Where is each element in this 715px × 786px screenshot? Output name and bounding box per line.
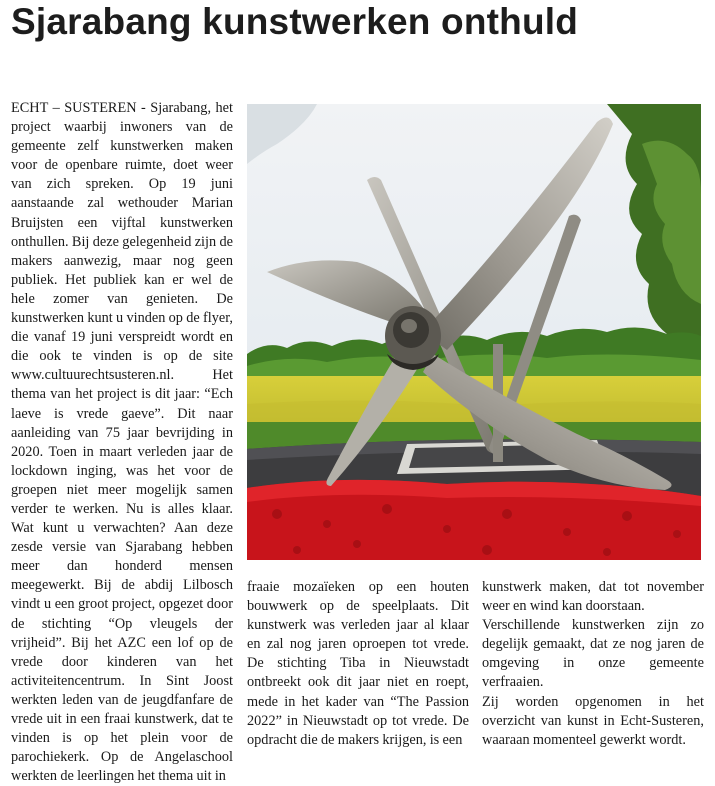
article-headline: Sjarabang kunstwerken onthuld [11,1,579,42]
article-column-3-paragraph-2: Verschillende kunstwerken zijn zo degelijk gemaakt, dat ze nog jaren de omgeving in onze gemeente verfraaien. [482,617,704,691]
article-column-3-paragraph-1: kunstwerk maken, dat tot november weer en wind kan doorstaan. [482,579,704,615]
article-photo-propeller-sculpture [247,104,701,560]
article-column-3-paragraph-3: Zij worden opgenomen in het overzicht van kunst in Echt-Susteren, waaraan momenteel gewerkt wordt. [482,693,704,748]
article-column-1 [11,99,233,785]
article-column-3 [482,578,704,761]
article-column-2-text: fraaie mozaïeken op een houten bouwwerk op de speelplaats. Dit kunstwerk was verleden jaar al klaar en zal nog jaren oproepen tot vrede. De stichting Tiba in Nieuwstadt ontbreekt ook dit jaar niet en roept, mede in het kader van “The Passion 2022” in Nieuwstadt op tot vrede. De opdracht die de makers krijgen, is een [247,579,469,748]
article-column-1-text: ECHT – SUSTEREN - Sjarabang, het project waarbij inwoners van de gemeente zelf kunstwerken maken voor de openbare ruimte, doet weer van zich spreken. Op 19 juni aanstaande zal wethouder Marian Bruijsten een vijftal kunstwerken onthullen. Bij deze gelegenheid zijn de makers aanwezig, maar nog geen publiek. Het publiek kan er wel de hele zomer van genieten. De kunstwerken kunt u vinden op de flyer, die vanaf 19 juni verspreidt wordt en die ook te vinden is op de site www.cultuurechtsusteren.nl. Het thema van het project is dit jaar: “Ech laeve is vrede gaeve”. Dit naar aanleiding van 75 jaar bevrijding in 2020. Toen in maart verleden jaar de lockdown inging, was het voor de groepen niet meer mogelijk samen verder te werken. Nu is alles klaar. Wat kunt u verwachten? Aan deze zesde versie van Sjarabang hebben meer dan honderd mensen meegewerkt. Bij de abdij Lilbosch vindt u een groot project, opgezet door de stichting “Op vleugels der vrijheid”. Bij het AZC een lof op de vrede door kinderen van het activiteitencentrum. In Sint Joost werkten leden van de jeugdfanfare de vrede uit in een fraai kunstwerk, dat te vinden is op het plein voor de parochiekerk. Op de Angelaschool werkten de leerlingen het thema uit in [11,100,233,785]
article-column-2 [247,578,469,761]
